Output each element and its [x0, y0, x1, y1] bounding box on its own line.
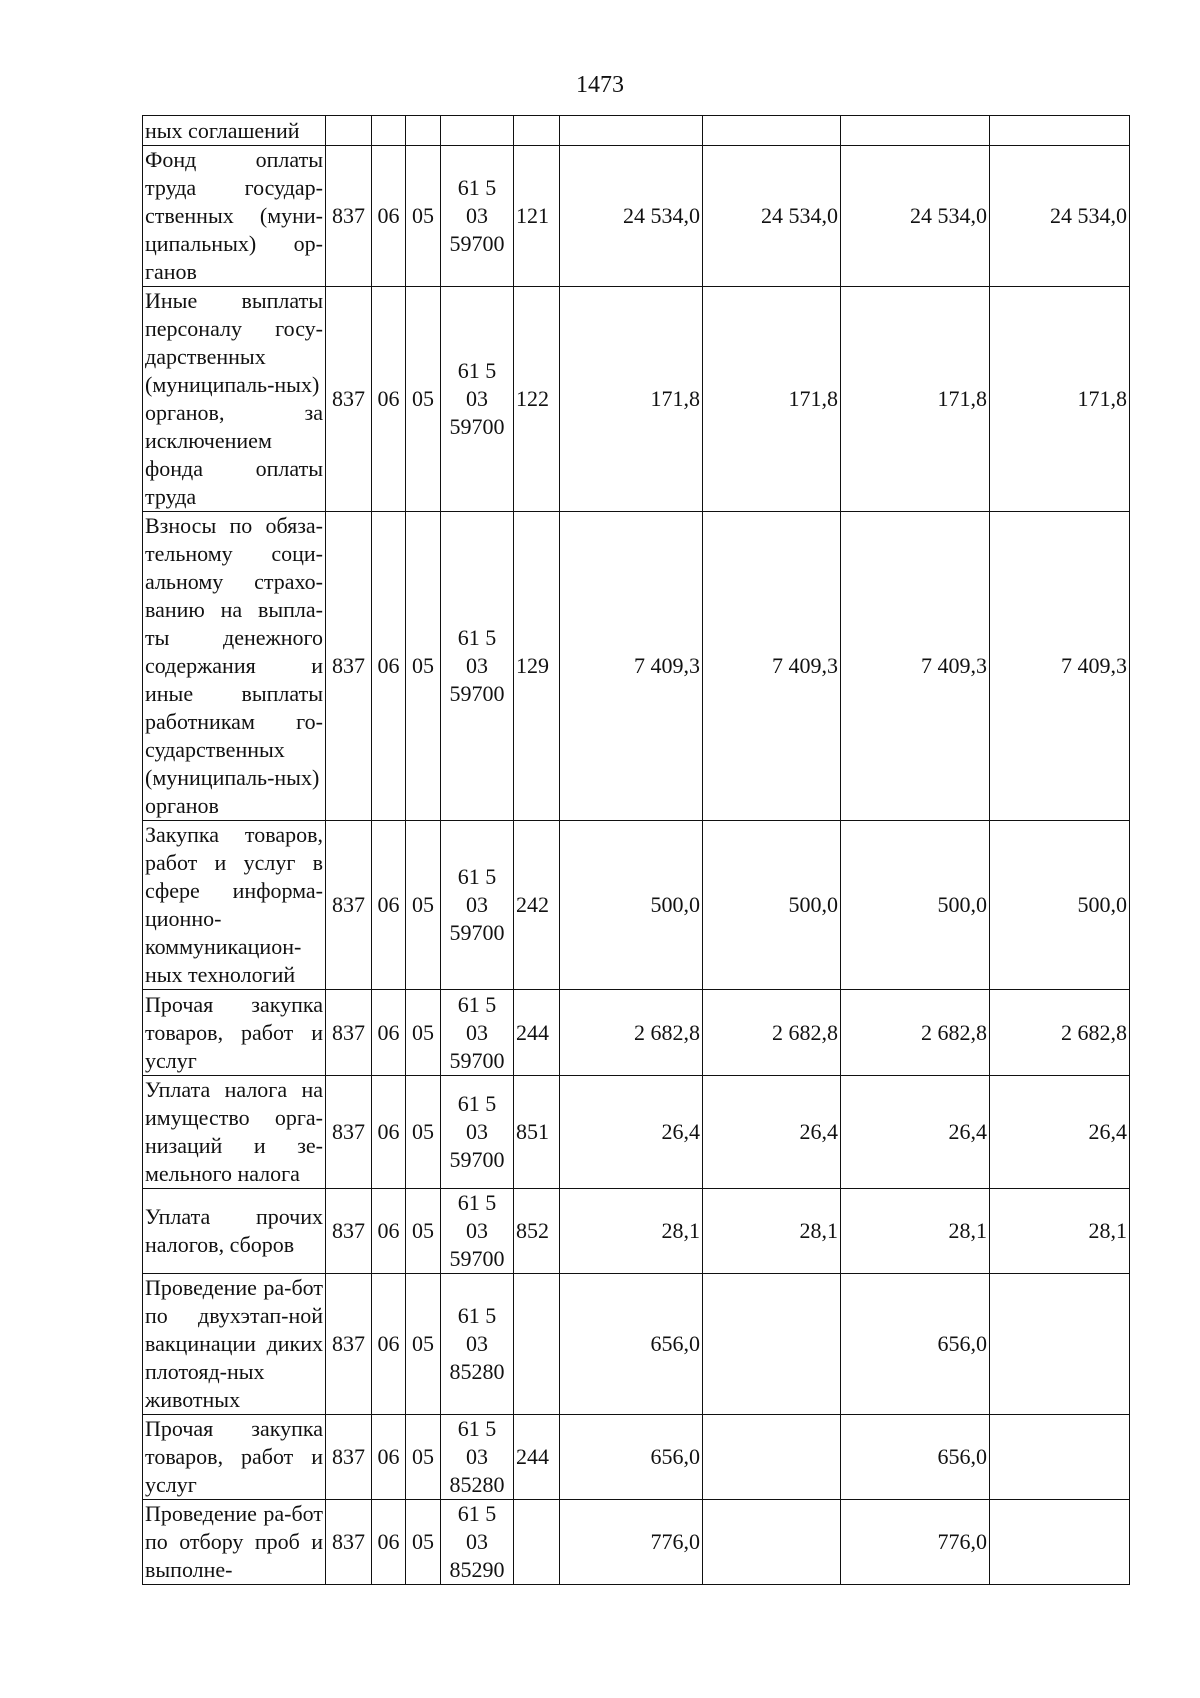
- amount-1: 171,8: [560, 287, 703, 512]
- section-code: 06: [372, 1500, 406, 1585]
- amount-2: 500,0: [703, 821, 841, 990]
- table-row: [143, 990, 1130, 1076]
- target-article-code: 61 5 03 59700: [441, 990, 514, 1076]
- grbs-code: 837: [326, 1076, 372, 1189]
- section-code: [372, 116, 406, 146]
- target-article-code: 61 5 03 85290: [441, 1500, 514, 1585]
- amount-1: 26,4: [560, 1076, 703, 1189]
- subsection-code: 05: [406, 1415, 441, 1500]
- amount-4: 2 682,8: [990, 990, 1130, 1076]
- amount-2: 2 682,8: [703, 990, 841, 1076]
- amount-2: 26,4: [703, 1076, 841, 1189]
- row-name: Проведение ра-бот по двухэтап-ной вакцинации диких плотояд-ных животных: [143, 1274, 326, 1415]
- section-code: 06: [372, 512, 406, 821]
- subsection-code: 05: [406, 1274, 441, 1415]
- row-name: Фонд оплаты труда государ-ственных (муни-ципальных) ор-ганов: [143, 146, 326, 287]
- amount-4: [990, 1274, 1130, 1415]
- subsection-code: 05: [406, 146, 441, 287]
- grbs-code: [326, 116, 372, 146]
- amount-2: [703, 1500, 841, 1585]
- expense-type-code: 242: [514, 821, 560, 990]
- subsection-code: [406, 116, 441, 146]
- target-article-code: 61 5 03 59700: [441, 821, 514, 990]
- amount-1: 2 682,8: [560, 990, 703, 1076]
- row-name: Прочая закупка товаров, работ и услуг: [143, 1415, 326, 1500]
- grbs-code: 837: [326, 146, 372, 287]
- subsection-code: 05: [406, 821, 441, 990]
- amount-3: 171,8: [841, 287, 990, 512]
- table-body: [143, 116, 1130, 1585]
- grbs-code: 837: [326, 1500, 372, 1585]
- target-article-code: 61 5 03 85280: [441, 1274, 514, 1415]
- grbs-code: 837: [326, 1189, 372, 1274]
- amount-3: 28,1: [841, 1189, 990, 1274]
- subsection-code: 05: [406, 1500, 441, 1585]
- subsection-code: 05: [406, 512, 441, 821]
- amount-1: 656,0: [560, 1415, 703, 1500]
- table-row: [143, 1076, 1130, 1189]
- table-row: [143, 1189, 1130, 1274]
- section-code: 06: [372, 821, 406, 990]
- table-row: [143, 287, 1130, 512]
- subsection-code: 05: [406, 1076, 441, 1189]
- subsection-code: 05: [406, 1189, 441, 1274]
- amount-4: 26,4: [990, 1076, 1130, 1189]
- table-row: [143, 116, 1130, 146]
- expense-type-code: 851: [514, 1076, 560, 1189]
- subsection-code: 05: [406, 287, 441, 512]
- target-article-code: 61 5 03 85280: [441, 1415, 514, 1500]
- amount-1: 7 409,3: [560, 512, 703, 821]
- table-row: [143, 1500, 1130, 1585]
- expense-type-code: [514, 1500, 560, 1585]
- expense-type-code: 852: [514, 1189, 560, 1274]
- amount-3: 656,0: [841, 1274, 990, 1415]
- grbs-code: 837: [326, 512, 372, 821]
- section-code: 06: [372, 1076, 406, 1189]
- table-row: [143, 821, 1130, 990]
- amount-1: 24 534,0: [560, 146, 703, 287]
- row-name: Проведение ра-бот по отбору проб и выполне-: [143, 1500, 326, 1585]
- section-code: 06: [372, 287, 406, 512]
- target-article-code: 61 5 03 59700: [441, 1189, 514, 1274]
- expense-type-code: [514, 1274, 560, 1415]
- amount-2: 24 534,0: [703, 146, 841, 287]
- amount-2: [703, 1274, 841, 1415]
- target-article-code: 61 5 03 59700: [441, 146, 514, 287]
- amount-3: 26,4: [841, 1076, 990, 1189]
- amount-2: [703, 1415, 841, 1500]
- amount-3: 7 409,3: [841, 512, 990, 821]
- amount-4: 24 534,0: [990, 146, 1130, 287]
- grbs-code: 837: [326, 1274, 372, 1415]
- section-code: 06: [372, 146, 406, 287]
- amount-1: 776,0: [560, 1500, 703, 1585]
- amount-4: [990, 1500, 1130, 1585]
- section-code: 06: [372, 1274, 406, 1415]
- expense-type-code: 129: [514, 512, 560, 821]
- amount-4: 171,8: [990, 287, 1130, 512]
- amount-2: 171,8: [703, 287, 841, 512]
- row-name: Закупка товаров, работ и услуг в сфере информа-ционно-коммуникацион-ных технологий: [143, 821, 326, 990]
- table-row: [143, 1415, 1130, 1500]
- page-number: 1473: [576, 72, 624, 98]
- expense-type-code: 122: [514, 287, 560, 512]
- amount-2: [703, 116, 841, 146]
- section-code: 06: [372, 1189, 406, 1274]
- table-row: [143, 1274, 1130, 1415]
- grbs-code: 837: [326, 990, 372, 1076]
- amount-1: 500,0: [560, 821, 703, 990]
- amount-3: 24 534,0: [841, 146, 990, 287]
- amount-3: 500,0: [841, 821, 990, 990]
- table-row: [143, 146, 1130, 287]
- section-code: 06: [372, 990, 406, 1076]
- amount-3: 776,0: [841, 1500, 990, 1585]
- grbs-code: 837: [326, 1415, 372, 1500]
- grbs-code: 837: [326, 821, 372, 990]
- amount-2: 28,1: [703, 1189, 841, 1274]
- section-code: 06: [372, 1415, 406, 1500]
- expense-type-code: [514, 116, 560, 146]
- row-name: Уплата налога на имущество орга-низаций и зе-мельного налога: [143, 1076, 326, 1189]
- target-article-code: [441, 116, 514, 146]
- amount-3: 2 682,8: [841, 990, 990, 1076]
- expense-type-code: 244: [514, 990, 560, 1076]
- amount-1: [560, 116, 703, 146]
- amount-4: 7 409,3: [990, 512, 1130, 821]
- expense-type-code: 121: [514, 146, 560, 287]
- row-name: Уплата прочих налогов, сборов: [143, 1189, 326, 1274]
- target-article-code: 61 5 03 59700: [441, 512, 514, 821]
- target-article-code: 61 5 03 59700: [441, 1076, 514, 1189]
- budget-table: [142, 115, 1130, 1585]
- row-name: ных соглашений: [143, 116, 326, 146]
- row-name: Иные выплаты персоналу госу-дарственных (муниципаль-ных) органов, за исключением фонда оплаты труда: [143, 287, 326, 512]
- amount-4: [990, 116, 1130, 146]
- table-row: [143, 512, 1130, 821]
- amount-4: 28,1: [990, 1189, 1130, 1274]
- row-name: Прочая закупка товаров, работ и услуг: [143, 990, 326, 1076]
- amount-4: 500,0: [990, 821, 1130, 990]
- amount-3: 656,0: [841, 1415, 990, 1500]
- amount-2: 7 409,3: [703, 512, 841, 821]
- row-name: Взносы по обяза-тельному соци-альному страхо-ванию на выпла-ты денежного содержания и иные выплаты работникам го-сударственных (муниципаль-ных) органов: [143, 512, 326, 821]
- amount-1: 656,0: [560, 1274, 703, 1415]
- target-article-code: 61 5 03 59700: [441, 287, 514, 512]
- amount-4: [990, 1415, 1130, 1500]
- subsection-code: 05: [406, 990, 441, 1076]
- amount-1: 28,1: [560, 1189, 703, 1274]
- grbs-code: 837: [326, 287, 372, 512]
- amount-3: [841, 116, 990, 146]
- expense-type-code: 244: [514, 1415, 560, 1500]
